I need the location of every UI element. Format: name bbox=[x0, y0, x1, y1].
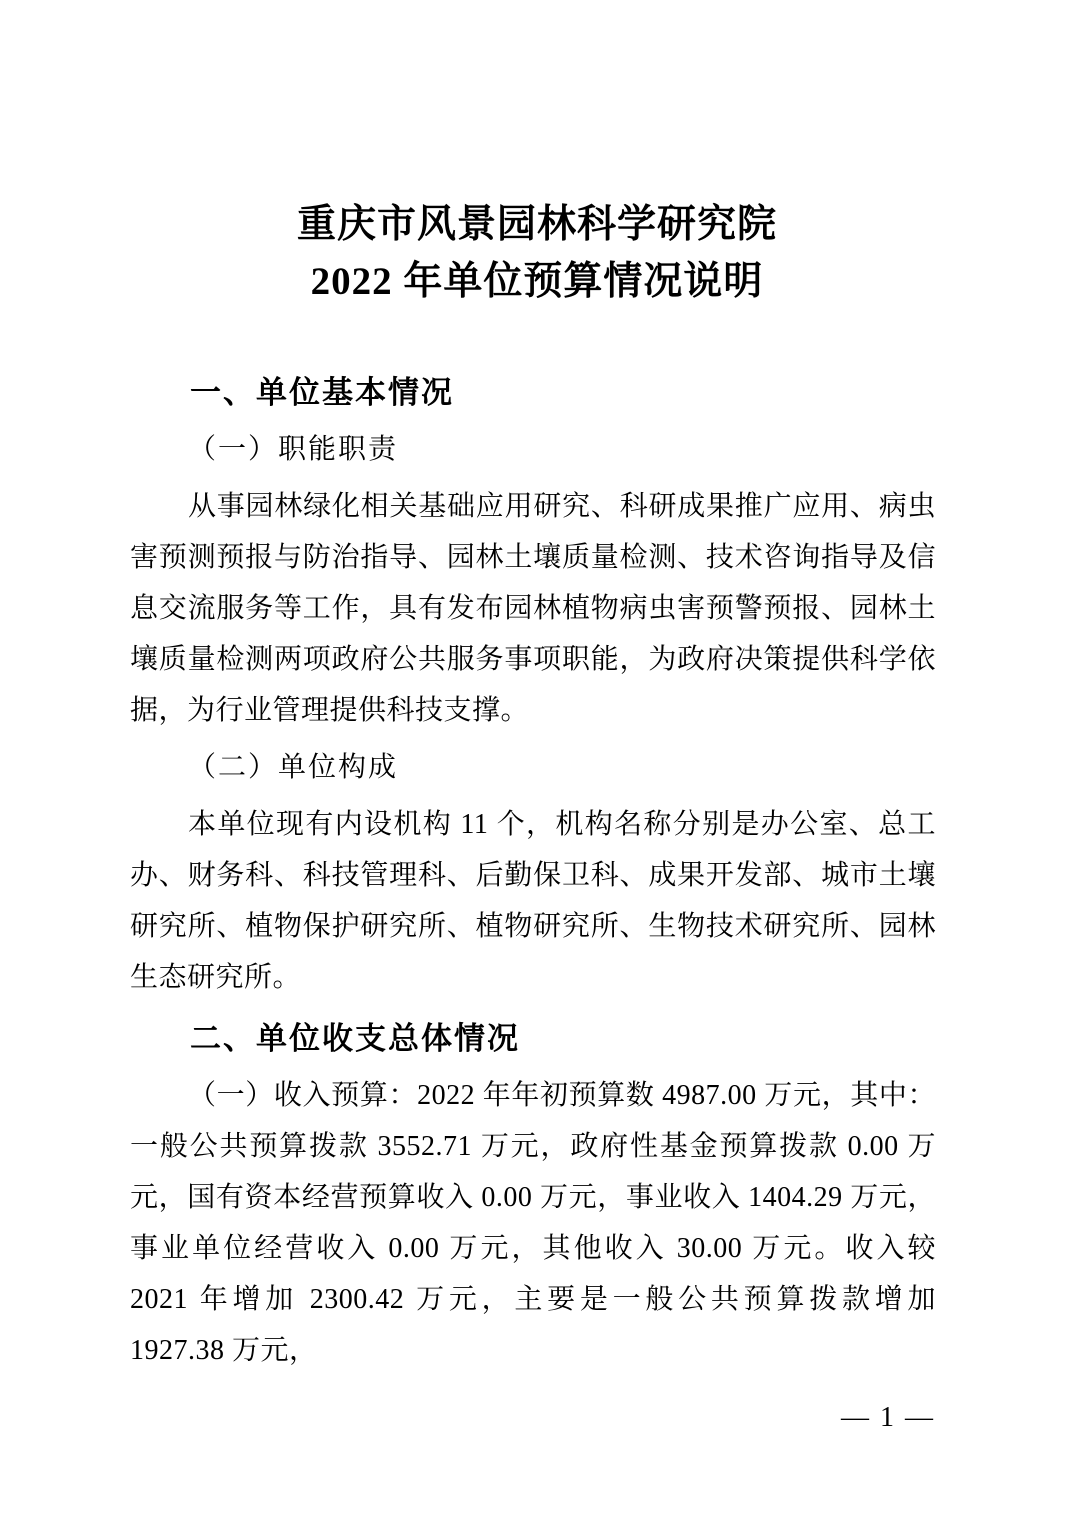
section-1-subheading-2: （二）单位构成 bbox=[188, 752, 399, 783]
page-number: — 1 — bbox=[841, 1402, 935, 1433]
section-2-heading: 二、单位收支总体情况 bbox=[190, 1021, 520, 1056]
document-title-line-2: 2022 年单位预算情况说明 bbox=[310, 260, 764, 303]
section-2-paragraph-1: （一）收入预算：2022 年年初预算数 4987.00 万元，其中：一般公共预算拨款 3552.71 万元，政府性基金预算拨款 0.00 万元，国有资本经营预算收入 0.00 万元，事业收入 1404.29 万元，事业单位经营收入 0.00 万元，其他收入 30.00 万元。收入较 2021 年增加 2300.42 万元，主要是一般公共预算拨款增加 1927.38 万元， bbox=[130, 1080, 936, 1366]
document-title-line-1: 重庆市风景园林科学研究院 bbox=[296, 203, 777, 246]
section-1-paragraph-1: 从事园林绿化相关基础应用研究、科研成果推广应用、病虫害预测预报与防治指导、园林土壤质量检测、技术咨询指导及信息交流服务等工作，具有发布园林植物病虫害预警预报、园林土壤质量检测两项政府公共服务事项职能，为政府决策提供科学依据，为行业管理提供科技支撑。 bbox=[130, 491, 936, 726]
page-footer bbox=[0, 1402, 1074, 1434]
section-1-paragraph-2: 本单位现有内设机构 11 个，机构名称分别是办公室、总工办、财务科、科技管理科、后勤保卫科、成果开发部、城市土壤研究所、植物保护研究所、植物研究所、生物技术研究所、园林生态研究所。 bbox=[130, 809, 936, 993]
section-1-heading: 一、单位基本情况 bbox=[190, 375, 454, 410]
document-title bbox=[0, 0, 1074, 310]
section-1-subheading-1: （一）职能职责 bbox=[188, 434, 399, 465]
document-body bbox=[130, 367, 936, 1376]
